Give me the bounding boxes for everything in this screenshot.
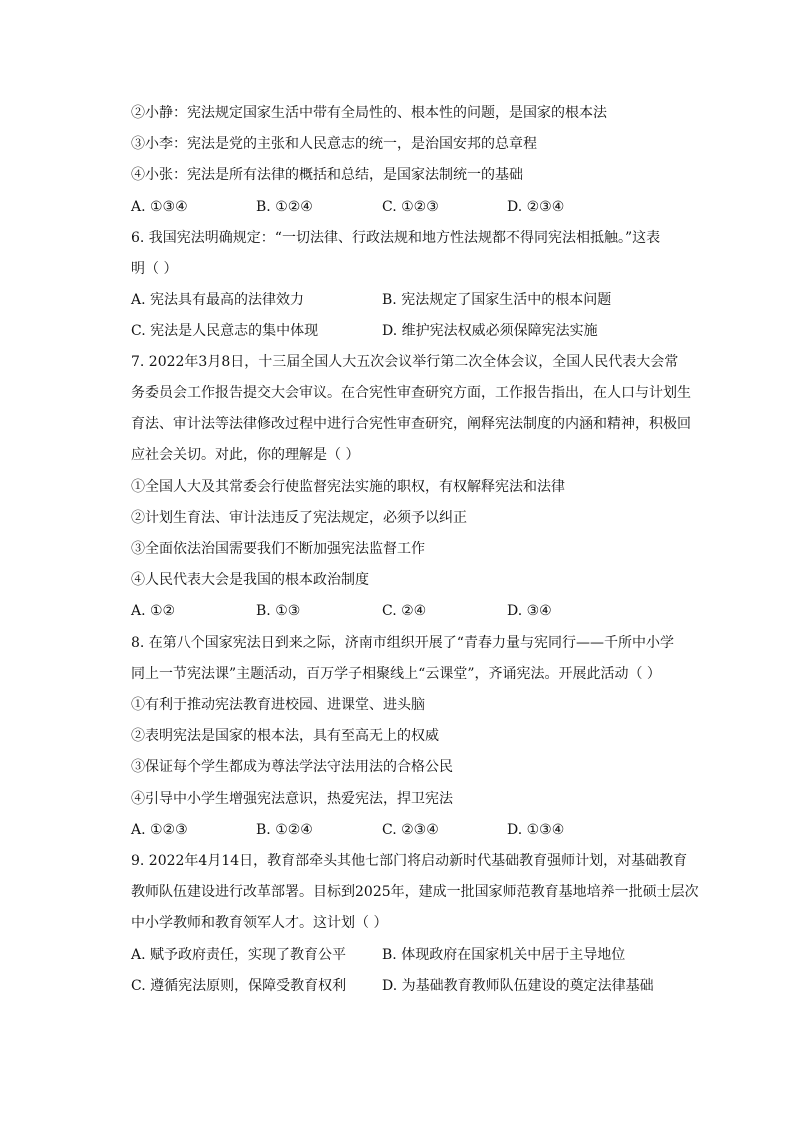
- q6-option-d: D. 维护宪法权威必须保障宪法实施: [382, 323, 598, 339]
- q8-option-a: A. ①②③: [131, 822, 188, 838]
- q9-stem-line-1: 9. 2022年4月14日，教育部牵头其他七部门将启动新时代基础教育强师计划，对基础教育: [131, 853, 688, 869]
- q5-option-d: D. ②③④: [507, 199, 565, 215]
- q6-option-b: B. 宪法规定了国家生活中的根本问题: [382, 292, 612, 308]
- q7-statement-1: ①全国人大及其常委会行使监督宪法实施的职权，有权解释宪法和法律: [131, 479, 565, 495]
- q5-statement-4: ④小张：宪法是所有法律的概括和总结，是国家法制统一的基础: [131, 167, 523, 183]
- q8-stem-line-2: 同上一节宪法课”主题活动，百万学子相聚线上“云课堂”，齐诵宪法。开展此活动（ ）: [131, 666, 661, 682]
- q7-statement-2: ②计划生育法、审计法违反了宪法规定，必须予以纠正: [131, 510, 467, 526]
- q8-option-c: C. ②③④: [382, 822, 439, 838]
- q7-option-d: D. ③④: [507, 603, 552, 619]
- q8-statement-3: ③保证每个学生都成为尊法学法守法用法的合格公民: [131, 759, 453, 775]
- q7-option-b: B. ①③: [256, 603, 301, 619]
- q5-option-a: A. ①③④: [131, 199, 188, 215]
- q7-option-a: A. ①②: [131, 603, 176, 619]
- q9-stem-line-3: 中小学教师和教育领军人才。这计划（ ）: [131, 915, 388, 931]
- q6-stem-line-2: 明（ ）: [131, 261, 178, 277]
- q6-stem-line-1: 6. 我国宪法明确规定：“一切法律、行政法规和地方性法规都不得同宪法相抵触。”这表: [131, 230, 661, 246]
- q6-option-c: C. 宪法是人民意志的集中体现: [131, 323, 319, 339]
- q7-stem-line-4: 应社会关切。对此，你的理解是（ ）: [131, 447, 360, 463]
- q8-option-b: B. ①②④: [256, 822, 313, 838]
- q9-option-b: B. 体现政府在国家机关中居于主导地位: [382, 947, 626, 963]
- q8-statement-2: ②表明宪法是国家的根本法，具有至高无上的权威: [131, 728, 439, 744]
- q8-stem-line-1: 8. 在第八个国家宪法日到来之际，济南市组织开展了“青春力量与宪同行——千所中小学: [131, 635, 674, 651]
- q5-option-b: B. ①②④: [256, 199, 313, 215]
- q8-statement-4: ④引导中小学生增强宪法意识，热爱宪法，捍卫宪法: [131, 791, 453, 807]
- q5-statement-2: ②小静：宪法规定国家生活中带有全局性的、根本性的问题，是国家的根本法: [131, 105, 607, 121]
- q8-statement-1: ①有利于推动宪法教育进校园、进课堂、进头脑: [131, 697, 425, 713]
- q7-option-c: C. ②④: [382, 603, 427, 619]
- q7-statement-3: ③全面依法治国需要我们不断加强宪法监督工作: [131, 541, 425, 557]
- q7-statement-4: ④人民代表大会是我国的根本政治制度: [131, 572, 369, 588]
- q5-option-c: C. ①②③: [382, 199, 439, 215]
- q9-stem-line-2: 教师队伍建设进行改革部署。目标到2025年，建成一批国家师范教育基地培养一批硕士层次: [131, 884, 699, 900]
- q9-option-c: C. 遵循宪法原则，保障受教育权利: [131, 978, 347, 994]
- q9-option-a: A. 赋予政府责任，实现了教育公平: [131, 947, 347, 963]
- q8-option-d: D. ①③④: [507, 822, 565, 838]
- q6-option-a: A. 宪法具有最高的法律效力: [131, 292, 305, 308]
- q7-stem-line-3: 育法、审计法等法律修改过程中进行合宪性审查研究，阐释宪法制度的内涵和精神，积极回: [131, 416, 691, 432]
- q9-option-d: D. 为基础教育教师队伍建设的奠定法律基础: [382, 978, 654, 994]
- q7-stem-line-1: 7. 2022年3月8日，十三届全国人大五次会议举行第二次全体会议，全国人民代表大会常: [131, 354, 679, 370]
- q7-stem-line-2: 务委员会工作报告提交大会审议。在合宪性审查研究方面，工作报告指出，在人口与计划生: [131, 385, 691, 401]
- q5-statement-3: ③小李：宪法是党的主张和人民意志的统一，是治国安邦的总章程: [131, 136, 537, 152]
